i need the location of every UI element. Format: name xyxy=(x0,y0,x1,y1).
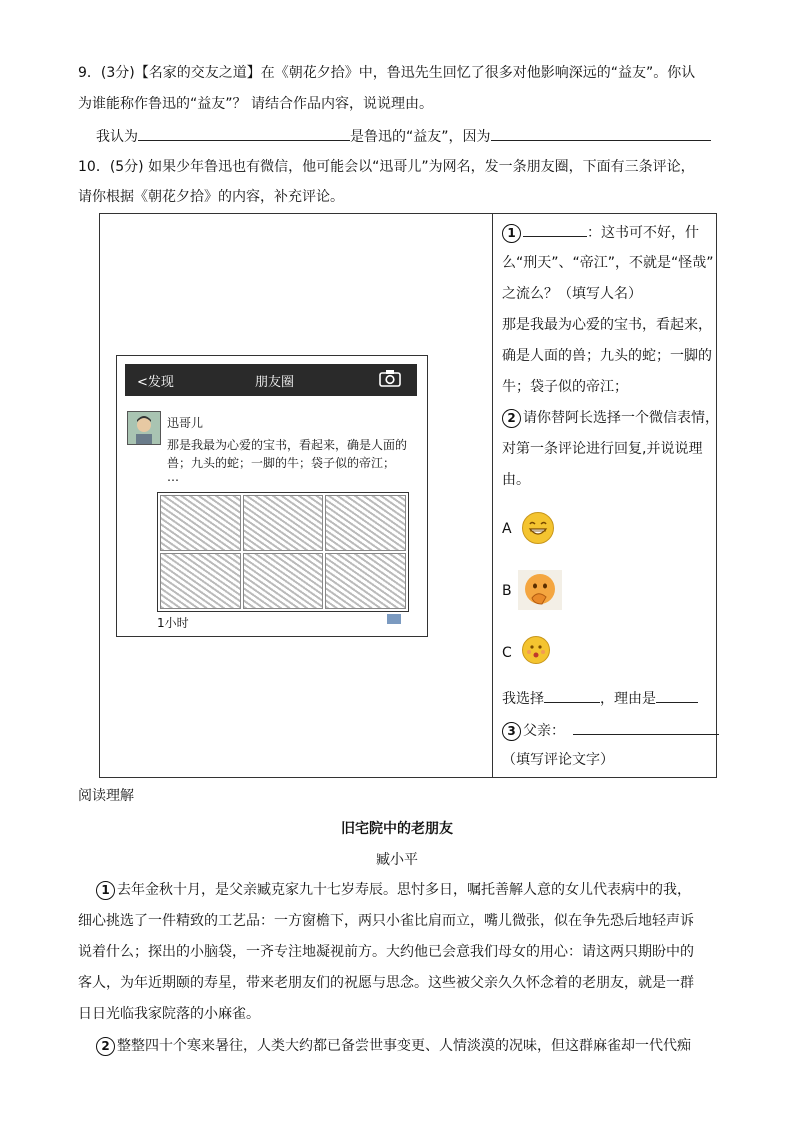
para1-line4: 客人，为年近期颐的寿星，带来老朋友们的祝愿与思念。这些被父亲久久怀念着的老朋友，就是一群 xyxy=(78,975,694,991)
comment-3-blank[interactable] xyxy=(573,720,719,735)
comment-2-line1: 2 请你替阿长选择一个微信表情， xyxy=(502,408,719,428)
comment-3-note: （填写评论文字） xyxy=(502,752,614,768)
thinking-emoji-icon[interactable] xyxy=(518,570,562,610)
q10-line1: 10．(5分) 如果少年鲁迅也有微信，他可能会以“迅哥儿”为网名，发一条朋友圈，下面有三条评论， xyxy=(78,159,695,175)
choose-blank[interactable] xyxy=(544,688,600,703)
para1-line3: 说着什么；探出的小脑袋，一齐专注地凝视前方。大约他已会意我们母女的用心：请这两只期盼中的 xyxy=(78,944,694,960)
circle-number-1: 1 xyxy=(502,224,521,243)
comment-1-line5: 确是人面的兽；九头的蛇；一脚的 xyxy=(502,348,712,364)
q9-answer-prefix: 我认为 xyxy=(96,129,138,145)
wechat-moments-screenshot xyxy=(116,355,428,637)
choose-row: 我选择 ，理由是 xyxy=(502,688,698,709)
wechat-post-line1: 那是我最为心爱的宝书，看起来，确是人面的 xyxy=(167,438,408,452)
wechat-back: <发现 xyxy=(137,375,174,390)
q9-blank-name[interactable] xyxy=(138,126,350,141)
comment-2-line2: 对第一条评论进行回复,并说说理 xyxy=(502,441,703,457)
q9-line1: 9．(3分)【名家的交友之道】在《朝花夕拾》中，鲁迅先生回忆了很多对他影响深远的“益友”。你认 xyxy=(78,65,696,81)
comment-2-line3: 由。 xyxy=(502,472,530,488)
grinning-emoji-icon[interactable] xyxy=(522,512,554,544)
grid-image xyxy=(160,495,241,551)
reason-blank[interactable] xyxy=(656,688,698,703)
comment-1-line3: 之流么？（填写人名） xyxy=(502,286,642,302)
q9-line2: 为谁能称作鲁迅的“益友”？ 请结合作品内容，说说理由。 xyxy=(78,96,433,112)
q9-answer-mid: 是鲁迅的“益友”，因为 xyxy=(350,129,491,145)
comment-1-line6: 牛；袋子似的帝江； xyxy=(502,379,628,395)
wechat-username: 迅哥儿 xyxy=(167,416,204,430)
wechat-header-bar xyxy=(125,364,417,396)
comment-1-line4: 那是我最为心爱的宝书，看起来， xyxy=(502,317,712,333)
grid-image xyxy=(325,553,406,609)
comment-1-blank[interactable] xyxy=(523,222,587,237)
para1-line1: 1 去年金秋十月，是父亲臧克家九十七岁寿辰。思忖多日，嘱托善解人意的女儿代表病中的我， xyxy=(96,880,718,900)
circle-number-p1: 1 xyxy=(96,881,115,900)
grid-image xyxy=(325,495,406,551)
comment-icon xyxy=(387,614,401,624)
circle-number-3: 3 xyxy=(502,722,521,741)
q10-line2: 请你根据《朝花夕拾》的内容，补充评论。 xyxy=(78,189,344,205)
option-b-label: B xyxy=(502,583,512,599)
q9-blank-reason[interactable] xyxy=(491,126,711,141)
circle-number-p2: 2 xyxy=(96,1037,115,1056)
option-a-label: A xyxy=(502,521,512,537)
circle-number-2: 2 xyxy=(502,409,521,428)
grid-image xyxy=(243,553,324,609)
article-title: 旧宅院中的老朋友 xyxy=(341,821,453,837)
pouting-emoji-icon[interactable] xyxy=(522,636,550,664)
comment-3-row: 3 父亲： xyxy=(502,720,719,741)
section-label: 阅读理解 xyxy=(78,788,134,804)
article-author: 臧小平 xyxy=(376,852,418,868)
comment-1-line2: 么“刑天”、“帝江”，不就是“怪哉” xyxy=(502,255,714,271)
comment-1-line1: 1 ：这书可不好，什 xyxy=(502,222,699,243)
para1-line5: 日日光临我家院落的小麻雀。 xyxy=(78,1006,260,1022)
camera-icon xyxy=(379,369,401,391)
user-avatar xyxy=(127,411,161,445)
option-c-label: C xyxy=(502,645,512,661)
wechat-title: 朋友圈 xyxy=(255,375,295,390)
para1-line2: 细心挑选了一件精致的工艺品：一方窗檐下，两只小雀比肩而立，嘴儿微张，似在争先恐后地轻声诉 xyxy=(78,913,694,929)
question-box xyxy=(99,213,717,778)
grid-image xyxy=(160,553,241,609)
q9-answer-row xyxy=(96,126,718,147)
box-divider xyxy=(492,214,493,777)
wechat-post-time: 1小时 xyxy=(157,616,189,630)
wechat-post-line2: 兽；九头的蛇；一脚的牛；袋子似的帝江； xyxy=(167,456,396,470)
grid-image xyxy=(243,495,324,551)
para2-line1: 2 整整四十个寒来暑往，人类大约都已备尝世事变更、人情淡漠的况味，但这群麻雀却一代代痴 xyxy=(96,1036,718,1056)
wechat-post-line3: … xyxy=(167,470,179,484)
wechat-image-grid xyxy=(157,492,409,612)
